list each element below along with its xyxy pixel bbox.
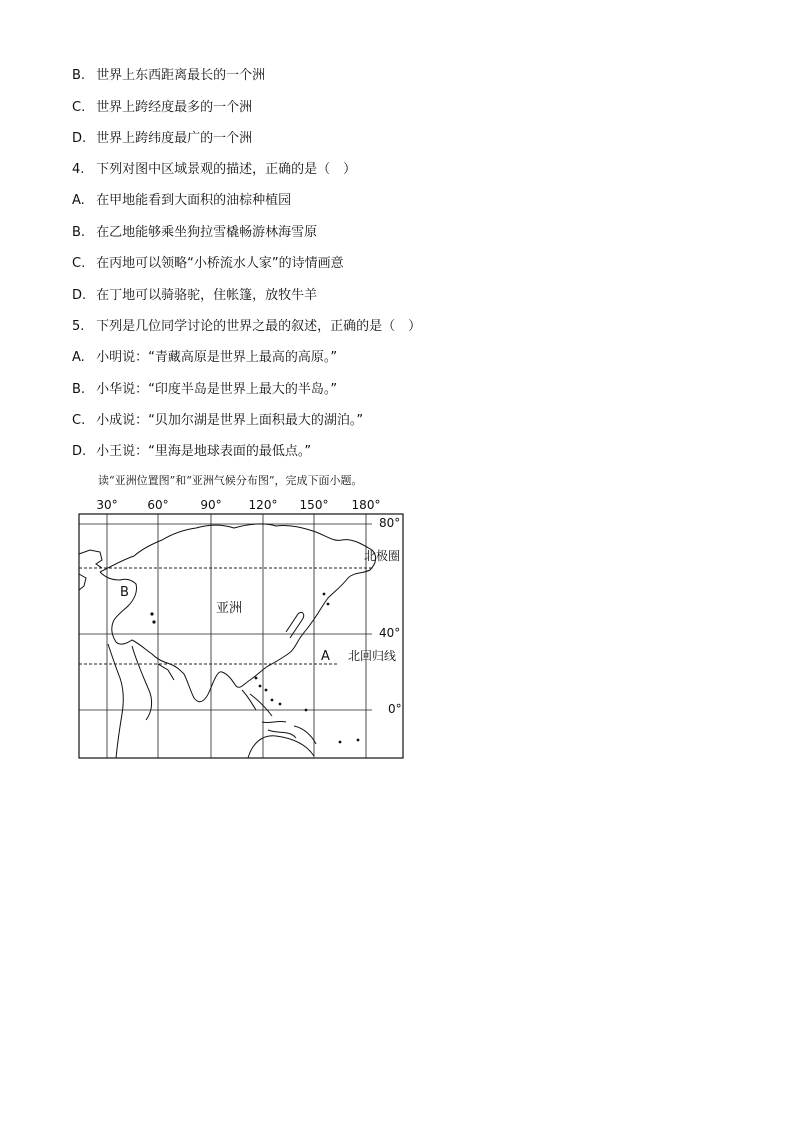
map-caption: 读“亚洲位置图”和“亚洲气候分布图”，完成下面小题。 <box>98 474 363 487</box>
option-label: A. <box>72 193 85 208</box>
option-text: 世界上跨纬度最广的一个洲 <box>96 131 253 146</box>
option-label: D. <box>72 131 87 146</box>
question-5 <box>72 319 421 335</box>
option-5-d <box>72 444 311 460</box>
option-4-c <box>72 256 344 272</box>
arctic-circle-label: 北极圈 <box>364 549 401 563</box>
lon-label-60: 60° <box>147 498 169 512</box>
option-text: 世界上东西距离最长的一个洲 <box>96 68 266 83</box>
option-label: C. <box>72 413 86 428</box>
question-number: 4. <box>72 162 85 177</box>
islands <box>150 593 359 744</box>
mark-a-label: A <box>321 649 330 664</box>
option-label: D. <box>72 288 87 303</box>
mark-b-label: B <box>120 585 129 600</box>
lon-label-150: 150° <box>299 498 329 512</box>
option-text: 在乙地能够乘坐狗拉雪橇畅游林海雪原 <box>96 225 318 240</box>
option-text: 小华说：“印度半岛是世界上最大的半岛。” <box>96 382 338 397</box>
lon-label-180: 180° <box>351 498 381 512</box>
asia-location-map <box>72 494 412 762</box>
option-5-c <box>72 413 363 429</box>
option-4-a <box>72 193 291 209</box>
map-frame <box>79 514 403 758</box>
option-3-b <box>72 68 265 84</box>
coastlines <box>79 524 376 758</box>
option-text: 小王说：“里海是地球表面的最低点。” <box>96 444 312 459</box>
option-label: B. <box>72 68 86 83</box>
option-4-b <box>72 225 317 241</box>
option-text: 小明说：“青藏高原是世界上最高的高原。” <box>96 350 338 365</box>
tropic-of-cancer-label: 北回归线 <box>348 649 397 663</box>
question-text: 下列是几位同学讨论的世界之最的叙述，正确的是（ ） <box>96 319 422 334</box>
option-5-b <box>72 382 337 398</box>
option-text: 在甲地能看到大面积的油棕种植园 <box>96 193 292 208</box>
option-text: 小成说：“贝加尔湖是世界上面积最大的湖泊。” <box>96 413 364 428</box>
option-label: A. <box>72 350 85 365</box>
asia-label: 亚洲 <box>216 601 243 616</box>
question-4 <box>72 162 356 178</box>
lon-label-120: 120° <box>248 498 278 512</box>
option-label: C. <box>72 100 86 115</box>
option-3-d <box>72 131 252 147</box>
lat-label-40: 40° <box>379 626 401 640</box>
lon-label-90: 90° <box>200 498 222 512</box>
option-4-d <box>72 288 317 304</box>
option-label: B. <box>72 225 86 240</box>
option-text: 世界上跨经度最多的一个洲 <box>96 100 253 115</box>
lat-label-0: 0° <box>388 702 402 716</box>
lat-label-80: 80° <box>379 516 401 530</box>
option-label: D. <box>72 444 87 459</box>
option-5-a <box>72 350 337 366</box>
lon-label-30: 30° <box>96 498 118 512</box>
option-text: 在丙地可以领略“小桥流水人家”的诗情画意 <box>96 256 344 271</box>
meridians <box>107 514 366 758</box>
question-text: 下列对图中区域景观的描述，正确的是（ ） <box>96 162 357 177</box>
option-label: B. <box>72 382 86 397</box>
option-text: 在丁地可以骑骆驼，住帐篷，放牧牛羊 <box>96 288 318 303</box>
option-3-c <box>72 100 252 116</box>
parallels <box>79 524 372 710</box>
question-number: 5. <box>72 319 85 334</box>
option-label: C. <box>72 256 86 271</box>
